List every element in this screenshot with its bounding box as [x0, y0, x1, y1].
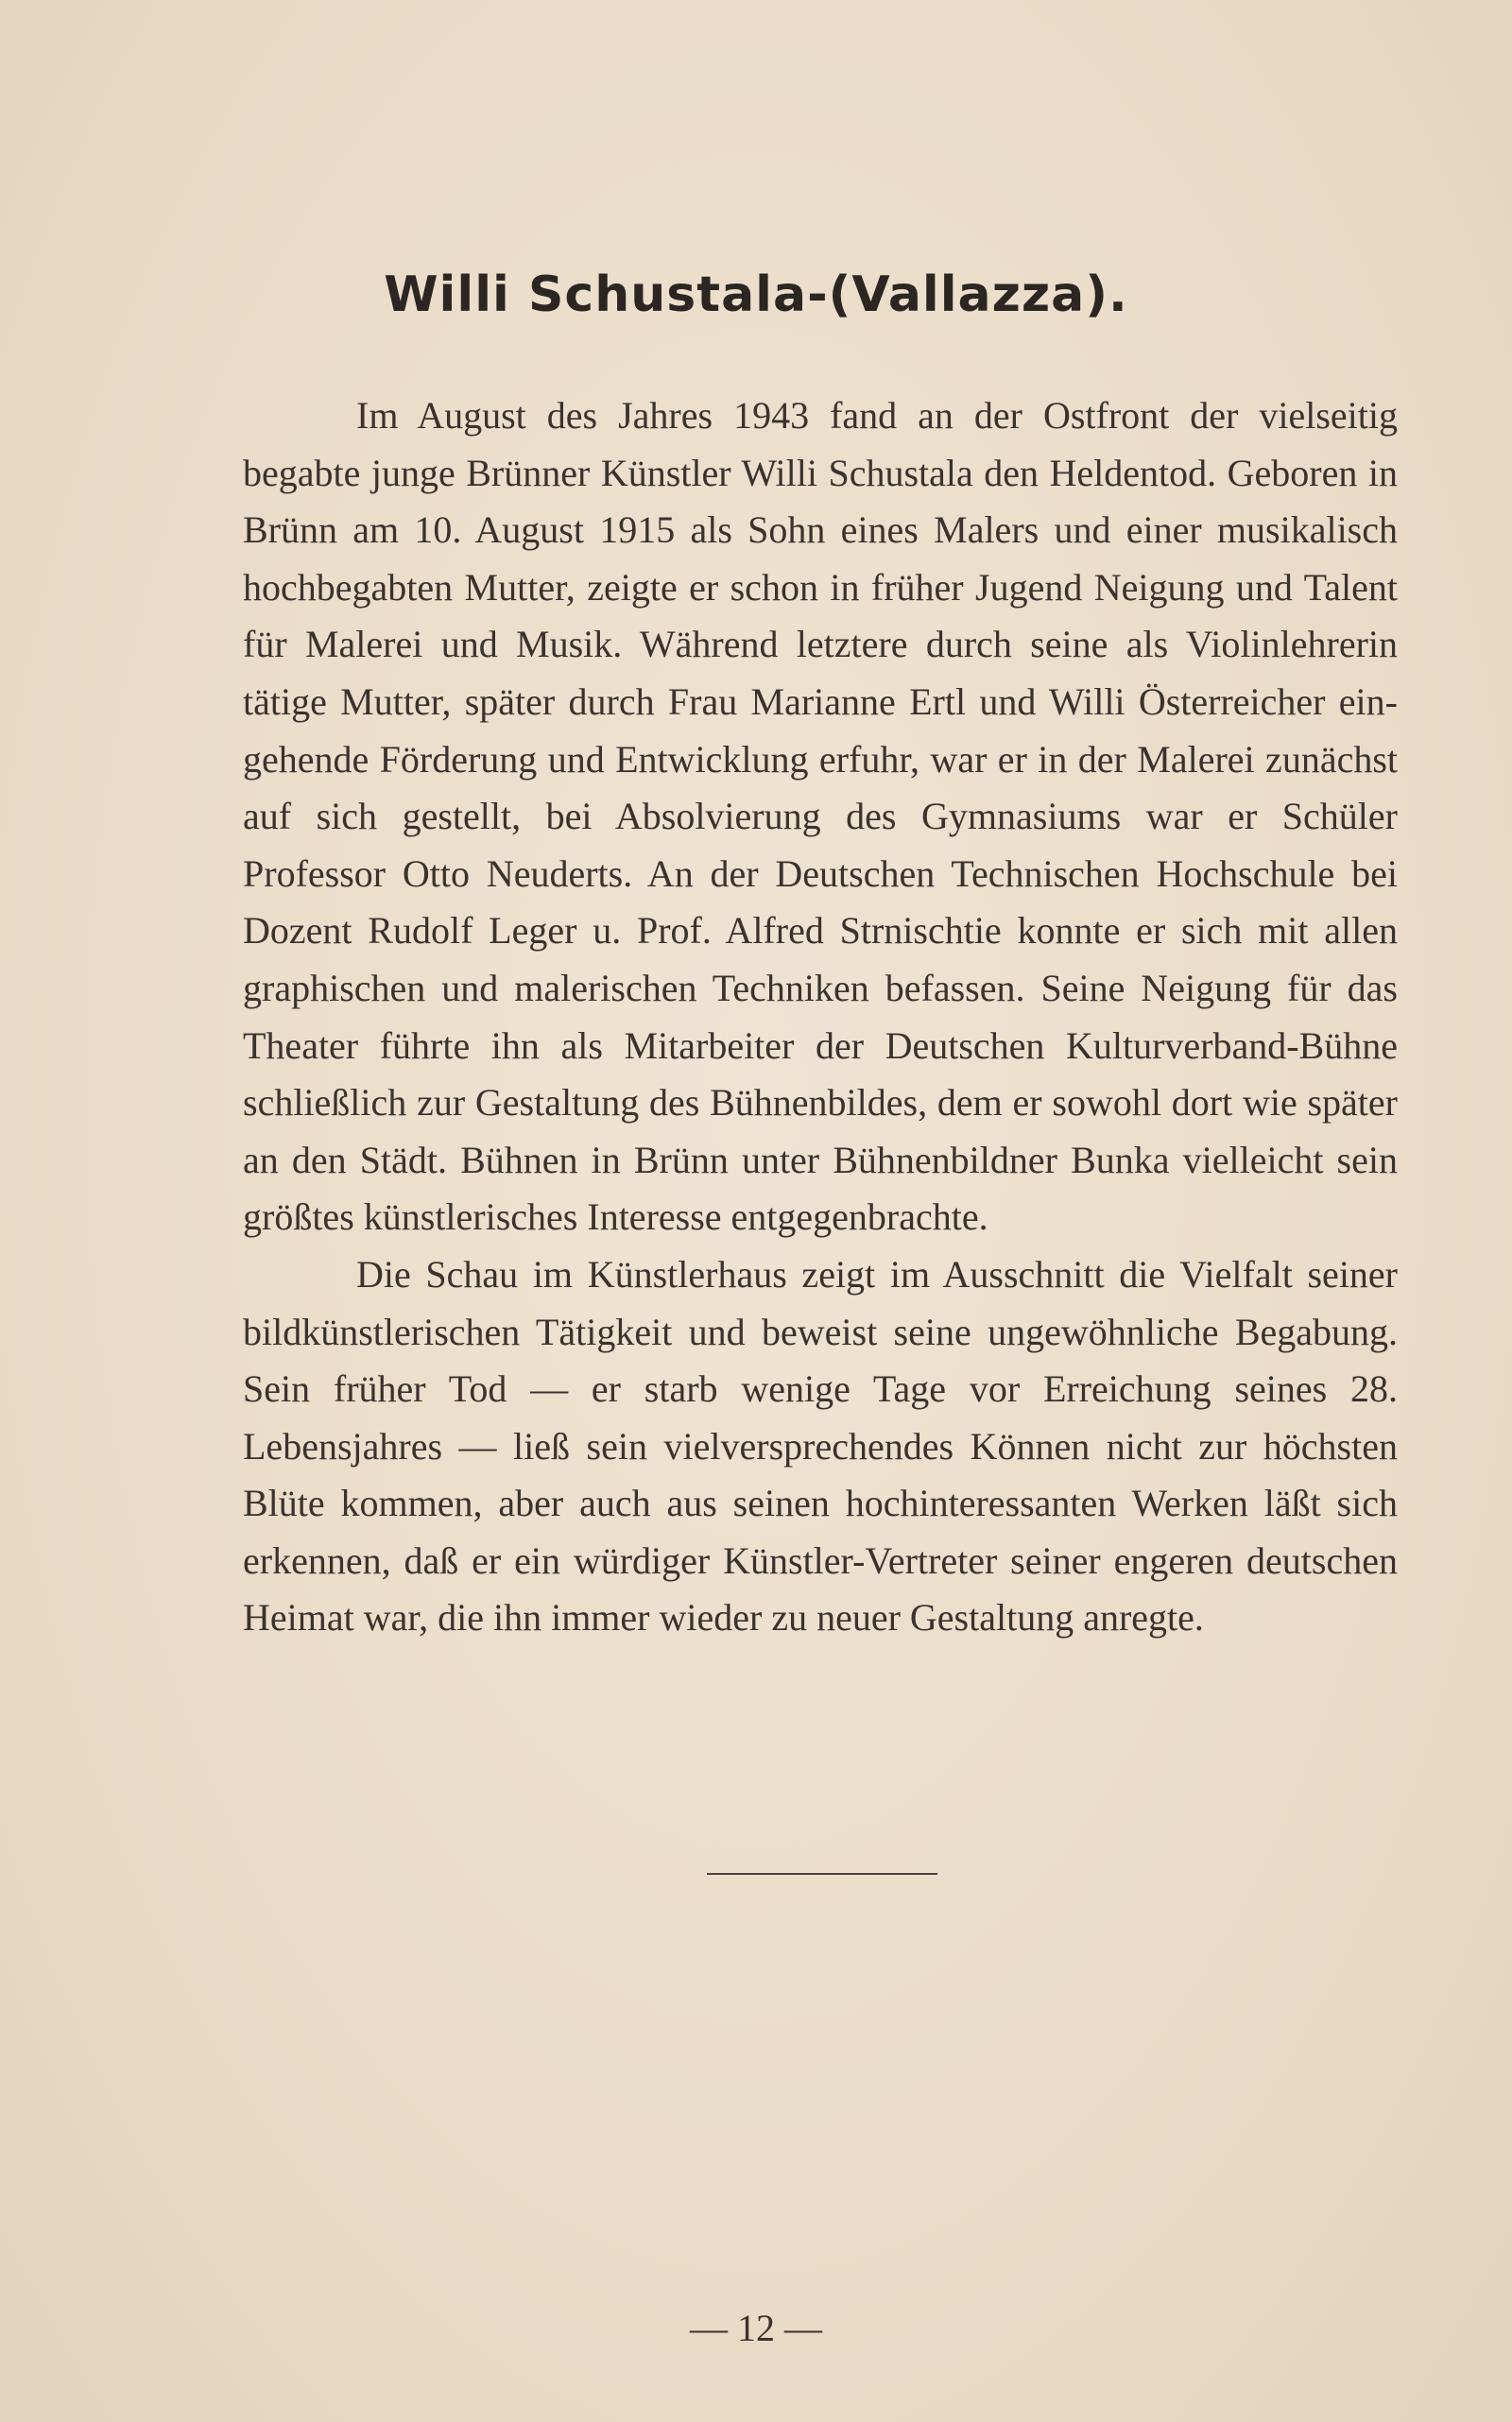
page-title: Willi Schustala-(Vallazza). [384, 266, 1128, 323]
paragraph-exhibition: Die Schau im Künstlerhaus zeigt im Ausschnitt die Vielfalt seiner bildkünstlerischen Tätigkeit und beweist seine ungewöhnliche Begabung. Sein früher Tod — er starb wenige Tage vor Erreichung seines 28. Lebensjahres — ließ sein vielversprechendes Können nicht zur höchsten Blüte kommen, aber auch aus seinen hochinteressanten Werken läßt sich erkennen, daß er ein würdiger Künstler-Vertreter seiner engeren deutschen Heimat war, die ihn immer wieder zu neuer Gestaltung anregte. [243, 1252, 1398, 1640]
body-text [243, 387, 1398, 1647]
paragraph-biography: Im August des Jahres 1943 fand an der Ostfront der vielseitig begabte junge Brünner Künstler Willi Schustala den Heldentod. Geboren in Brünn am 10. August 1915 als Sohn eines Malers und einer musikalisch hochbegabten Mutter, zeigte er schon in früher Jugend Neigung und Talent für Malerei und Musik. Während letztere durch seine als Violinlehrerin tätige Mutter, später durch Frau Marianne Ertl und Willi Österreicher eingehende Förderung und Entwicklung erfuhr, war er in der Malerei zunächst auf sich gestellt, bei Absolvierung des Gymnasiums war er Schüler Professor Otto Neuderts. An der Deutschen Technischen Hochschule bei Dozent Rudolf Leger u. Prof. Alfred Strnischtie konnte er sich mit allen graphischen und malerischen Techniken befassen. Seine Neigung für das Theater führte ihn als Mitarbeiter der Deutschen Kulturverband-Bühne schließlich zur Gestaltung des Bühnenbildes, dem er sowohl dort wie später an den Städt. Bühnen in Brünn unter Bühnenbildner Bunka vielleicht sein größtes künstlerisches Interesse entgegenbrachte. [243, 394, 1398, 1239]
page-number: — 12 — [690, 2307, 822, 2349]
section-divider [707, 1873, 937, 1875]
